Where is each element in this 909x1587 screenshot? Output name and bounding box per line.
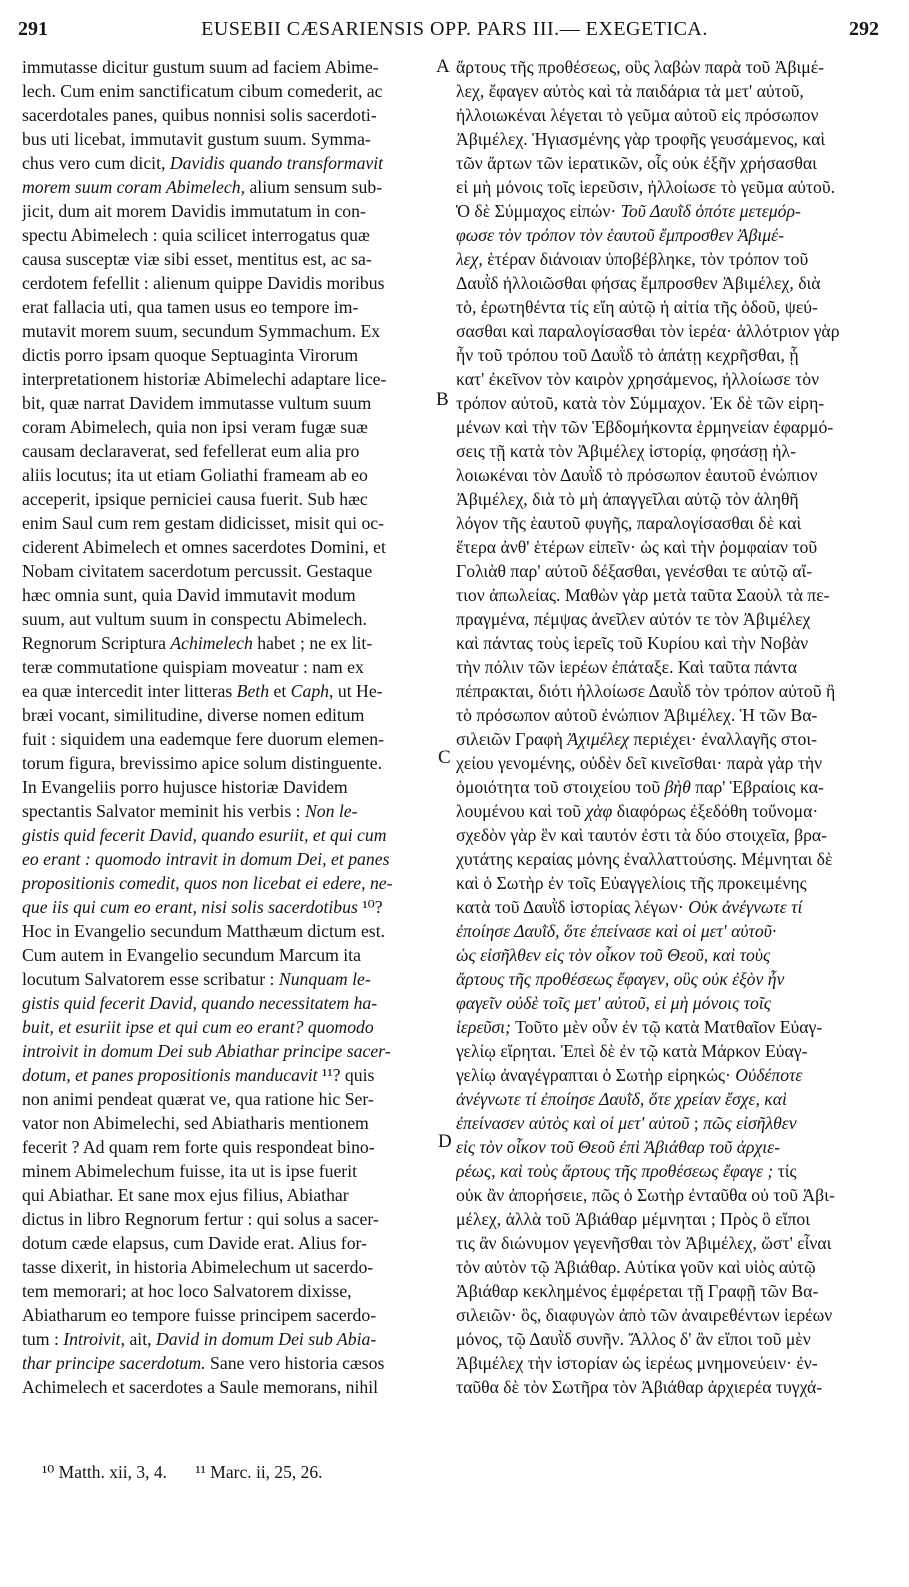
text-line [456, 943, 886, 967]
text-run: dotum cæde elapsus, cum Davide erat. Alius for- [22, 1233, 367, 1253]
text-line [456, 223, 886, 247]
text-line [22, 463, 432, 487]
text-line [22, 1063, 432, 1087]
text-run: ea quæ intercedit inter litteras [22, 681, 237, 701]
text-run: Regnorum Scriptura [22, 633, 171, 653]
text-line [456, 847, 886, 871]
text-line [22, 223, 432, 247]
text-run: τῶν ἄρτων τῶν ἱερατικῶν, οἷς οὐκ ἐξῆν χρήσασθαι [456, 153, 817, 173]
text-line [22, 199, 432, 223]
italic-text: eo erant : quomodo intravit in domum Dei, et panes [22, 849, 390, 869]
text-run: γελίῳ ἀναγέγραπται ὁ Σωτὴρ εἰρηκώς· [456, 1065, 736, 1085]
text-run: σεις τῇ κατὰ τὸν Ἀβιμέλεχ ἱστορίᾳ, φησάσῃ ἠλ- [456, 441, 796, 461]
text-line [22, 1183, 432, 1207]
text-line [456, 1159, 886, 1183]
italic-text: φωσε τὸν τρόπον τὸν ἑαυτοῦ ἔμπροσθεν Ἀβιμέ- [456, 225, 784, 245]
text-line [456, 1015, 886, 1039]
text-run: τις ἂν διώνυμον γεγενῆσθαι τὸν Ἀβιμέλεχ, ὥστ' εἶναι [456, 1233, 832, 1253]
text-line [456, 823, 886, 847]
text-line [22, 919, 432, 943]
text-run: tem memorari; at hoc loco Salvatorem dixisse, [22, 1281, 352, 1301]
italic-text: thar principe sacerdotum. [22, 1353, 206, 1373]
section-marker-d: D [438, 1131, 452, 1152]
italic-text: ἐποίησε Δαυῒδ, ὅτε ἐπείνασε καὶ οἱ μετ' αὐτοῦ· [456, 921, 777, 941]
text-run: jicit, dum ait morem Davidis immutatum in con- [22, 201, 366, 221]
text-line [22, 1159, 432, 1183]
text-line [22, 535, 432, 559]
italic-text: David in domum Dei sub Abia- [155, 1329, 377, 1349]
text-run: ; [689, 1113, 704, 1133]
text-run: κατὰ τοῦ Δαυῒδ ἱστορίας λέγων· [456, 897, 689, 917]
text-run: habet ; ne ex lit- [252, 633, 373, 653]
text-line [22, 1351, 432, 1375]
text-run: κατ' ἐκεῖνον τὸν καιρὸν χρησάμενος, ἠλλοίωσε τὸν [456, 369, 820, 389]
text-run: non animi pendeat quærat ve, qua ratione hic Ser- [22, 1089, 374, 1109]
text-line [456, 1231, 886, 1255]
text-run: cerdotem fefellit : alienum quippe Davidis moribus [22, 273, 385, 293]
text-run: interpretationem historiæ Abimelechi adaptare lice- [22, 369, 387, 389]
text-line [22, 751, 432, 775]
text-line [22, 775, 432, 799]
text-line [456, 79, 886, 103]
text-line [22, 415, 432, 439]
text-line [22, 1255, 432, 1279]
text-line [22, 655, 432, 679]
text-line [22, 1231, 432, 1255]
italic-text: Οὐδέποτε [735, 1065, 803, 1085]
text-run: λεχ, ἔφαγεν αὐτὸς καὶ τὰ παιδάρια τὰ μετ' αὐτοῦ, [456, 81, 804, 101]
text-run: In Evangeliis porro hujusce historiæ Davidem [22, 777, 348, 797]
text-line [22, 439, 432, 463]
italic-text: gistis quid fecerit David, quando necessitatem ha- [22, 993, 378, 1013]
text-line [22, 1087, 432, 1111]
text-run: aliis locutus; ita ut etiam Goliathi frameam ab eo [22, 465, 368, 485]
text-line [456, 103, 886, 127]
text-line [22, 1135, 432, 1159]
text-line [22, 1111, 432, 1135]
text-line [22, 151, 432, 175]
text-run: causa susceptæ viæ sibi esset, mentitus est, ac sa- [22, 249, 372, 269]
running-title: EUSEBII CÆSARIENSIS OPP. PARS III.— EXEGETICA. [201, 18, 708, 40]
text-line [22, 799, 432, 823]
text-line [456, 511, 886, 535]
text-run: sacerdotales panes, quibus nonnisi solis sacerdoti- [22, 105, 377, 125]
text-run: ¹⁰? [357, 897, 383, 917]
text-line [456, 871, 886, 895]
italic-text: πῶς εἰσῆλθεν [703, 1113, 797, 1133]
text-line [22, 79, 432, 103]
italic-text: propositionis comedit, quos non licebat ei edere, ne- [22, 873, 393, 893]
text-run: τὴν πόλιν τῶν ἱερέων ἐπάταξε. Καὶ ταῦτα πάντα [456, 657, 797, 677]
text-line [456, 391, 886, 415]
text-line [22, 823, 432, 847]
text-run: μένων καὶ τὴν τῶν Ἑβδομήκοντα ἑρμηνείαν ἐφαρμό- [456, 417, 834, 437]
text-run: alium sensum sub- [245, 177, 383, 197]
text-line [456, 655, 886, 679]
footnote: ¹⁰ Matth. xii, 3, 4. [42, 1462, 168, 1482]
text-line [456, 1135, 886, 1159]
text-line [22, 175, 432, 199]
text-run: ἑτέραν διάνοιαν ὑποβέβληκε, τὸν τρόπον τοῦ [482, 249, 809, 269]
text-run: dictis porro ipsam quoque Septuaginta Virorum [22, 345, 359, 365]
text-line [22, 1327, 432, 1351]
text-line [456, 679, 886, 703]
text-line [456, 343, 886, 367]
text-run: enim Saul cum rem gestam didicisset, misit qui oc- [22, 513, 385, 533]
text-line [456, 439, 886, 463]
text-run: καὶ ὁ Σωτὴρ ἐν τοῖς Εὐαγγελίοις τῆς προκειμένης [456, 873, 807, 893]
italic-text: ἐπείνασεν αὐτὸς καὶ οἱ μετ' αὐτοῦ [456, 1113, 690, 1133]
text-line [22, 1207, 432, 1231]
text-line [22, 1015, 432, 1039]
italic-text: Introivit [63, 1329, 121, 1349]
text-run: immutasse dicitur gustum suum ad faciem Abime- [22, 57, 379, 77]
text-run: minem Abimelechum fuisse, ita ut is ipse fuerit [22, 1161, 358, 1181]
text-line [456, 1039, 886, 1063]
section-marker-a: A [436, 56, 450, 77]
text-run: ciderent Abimelech et omnes sacerdotes Domini, et [22, 537, 386, 557]
text-run: ταῦθα δὲ τὸν Σωτῆρα τὸν Ἀβιάθαρ ἀρχιερέα τυγχά- [456, 1377, 823, 1397]
text-run: coram Abimelech, quia non ipsi veram fugæ suæ [22, 417, 368, 437]
latin-column [22, 55, 432, 1399]
text-line [456, 1087, 886, 1111]
text-line [456, 535, 886, 559]
italic-text: que iis qui cum eo erant, nisi solis sacerdotibus [22, 897, 358, 917]
text-run: ὁμοιότητα τοῦ στοιχείου τοῦ [456, 777, 665, 797]
text-line [456, 199, 886, 223]
text-line [22, 607, 432, 631]
text-run: γελίῳ εἴρηται. Ἐπεὶ δὲ ἐν τῷ κατὰ Μάρκον Εὐαγ- [456, 1041, 808, 1061]
text-run: Nobam civitatem sacerdotum percussit. Gestaque [22, 561, 373, 581]
text-line [456, 895, 886, 919]
text-run: παρ' Ἑβραίοις κα- [690, 777, 824, 797]
text-run: Cum autem in Evangelio secundum Marcum ita [22, 945, 361, 965]
text-line [22, 511, 432, 535]
text-run: , ait, [120, 1329, 156, 1349]
text-line [456, 367, 886, 391]
text-run: hæc omnia sunt, quia David immutavit modum [22, 585, 356, 605]
text-run: suum, aut vultum suum in conspectu Abimelech. [22, 609, 367, 629]
text-run: καὶ πάντας τοὺς ἱερεῖς τοῦ Κυρίου καὶ τὴν Νοβὰν [456, 633, 809, 653]
text-line [22, 1279, 432, 1303]
text-run: ¹¹? quis [317, 1065, 375, 1085]
text-run: Ἀβιάθαρ κεκλημένος ἐμφέρεται τῇ Γραφῇ τῶν Βα- [456, 1281, 819, 1301]
text-run: Δαυῒδ ἠλλοιῶσθαι φήσας ἔμπροσθεν Ἀβιμέλεχ, διὰ [456, 273, 821, 293]
text-run: τὸ πρόσωπον αὐτοῦ ἐνώπιον Ἀβιμέλεχ. Ἡ τῶν Βα- [456, 705, 818, 725]
text-line [456, 1327, 886, 1351]
text-run: spectu Abimelech : quia scilicet interrogatus quæ [22, 225, 370, 245]
text-line [22, 727, 432, 751]
text-line [456, 487, 886, 511]
text-run: acceperit, ipsique perniciei causa fuerit. Sub hæc [22, 489, 368, 509]
text-line [456, 559, 886, 583]
text-line [456, 607, 886, 631]
text-line [456, 751, 886, 775]
text-line [22, 367, 432, 391]
text-line [456, 799, 886, 823]
footnotes [42, 1462, 347, 1483]
text-line [456, 727, 886, 751]
text-line [456, 1375, 886, 1399]
text-line [22, 1039, 432, 1063]
text-line [22, 895, 432, 919]
text-line [456, 271, 886, 295]
text-line [22, 991, 432, 1015]
text-run: χυτάτης κεραίας μόνης ἐναλλαττούσης. Μέμνηται δὲ [456, 849, 833, 869]
text-line [22, 679, 432, 703]
text-run: Τοῦτο μὲν οὖν ἐν τῷ κατὰ Ματθαῖον Εὐαγ- [511, 1017, 823, 1037]
text-run: τιον ἀπωλείας. Μαθὼν γὰρ μετὰ ταῦτα Σαοὺλ τὰ πε- [456, 585, 830, 605]
text-run: τρόπον αὐτοῦ, κατὰ τὸν Σύμμαχον. Ἐκ δὲ τῶν εἰρη- [456, 393, 825, 413]
text-run: Sane vero historia cæsos [205, 1353, 385, 1373]
text-run: Γολιὰθ παρ' αὐτοῦ δέξασθαι, γενέσθαι τε αὐτῷ αἴ- [456, 561, 813, 581]
italic-text: φαγεῖν οὐδὲ τοῖς μετ' αὐτοῦ, εἰ μὴ μόνοις τοῖς [456, 993, 771, 1013]
italic-text: ἄρτους τῆς προθέσεως ἔφαγεν, οὓς οὐκ ἐξὸν ἦν [456, 969, 785, 989]
text-run: , ut He- [329, 681, 383, 701]
text-line [22, 271, 432, 295]
text-run: lech. Cum enim sanctificatum cibum comederit, ac [22, 81, 383, 101]
text-run: οὐκ ἂν ἀπορήσειε, πῶς ὁ Σωτὴρ ἐνταῦθα οὐ τοῦ Ἀβι- [456, 1185, 835, 1205]
italic-text: Achimelech [170, 633, 253, 653]
text-line [22, 559, 432, 583]
italic-text: βὴθ [664, 777, 691, 797]
text-run: mutavit morem suum, secundum Symmachum. Ex [22, 321, 381, 341]
text-line [22, 319, 432, 343]
text-run: σιλειῶν Γραφὴ [456, 729, 568, 749]
text-line [456, 1063, 886, 1087]
italic-text: Οὐκ ἀνέγνωτε τί [688, 897, 803, 917]
greek-column [456, 55, 886, 1399]
italic-text: λεχ, [456, 249, 483, 269]
text-run: ἠλλοιωκέναι λέγεται τὸ γεῦμα αὐτοῦ εἰς πρόσωπον [456, 105, 819, 125]
text-run: λόγον τῆς ἑαυτοῦ φυγῆς, παραλογίσασθαι δὲ καὶ [456, 513, 802, 533]
text-run: qui Abiathar. Et sane mox ejus filius, Abiathar [22, 1185, 349, 1205]
text-line [456, 703, 886, 727]
text-line [22, 631, 432, 655]
text-run: et [269, 681, 291, 701]
italic-text: Davidis quando transformavit [169, 153, 384, 173]
text-line [456, 1255, 886, 1279]
text-run: torum figura, brevissimo apice solum distinguente. [22, 753, 383, 773]
text-run: bus uti licebat, immutavit gustum suum. Symma- [22, 129, 371, 149]
text-line [22, 703, 432, 727]
text-run: ἕτερα ἀνθ' ἑτέρων εἰπεῖν· ὡς καὶ τὴν ῥομφαίαν τοῦ [456, 537, 818, 557]
text-line [22, 127, 432, 151]
italic-text: Beth [236, 681, 270, 701]
text-line [22, 487, 432, 511]
page-number-left: 291 [18, 18, 48, 40]
text-line [456, 583, 886, 607]
italic-text: εἰς τὸν οἶκον τοῦ Θεοῦ ἐπὶ Ἀβιάθαρ τοῦ ἀρχιε- [456, 1137, 781, 1157]
text-line [22, 1375, 432, 1399]
italic-text: dotum, et panes propositionis manducavit [22, 1065, 318, 1085]
italic-text: ὡς εἰσῆλθεν εἰς τὸν οἶκον τοῦ Θεοῦ, καὶ τοὺς [456, 945, 771, 965]
text-line [456, 919, 886, 943]
text-line [22, 55, 432, 79]
text-line [22, 967, 432, 991]
text-run: σιλειῶν· ὃς, διαφυγὼν ἀπὸ τῶν ἀναιρεθέντων ἱερέων [456, 1305, 833, 1325]
italic-text: Τοῦ Δαυῒδ ὁπότε μετεμόρ- [620, 201, 801, 221]
text-run: Hoc in Evangelio secundum Matthæum dictum est. [22, 921, 386, 941]
text-line [456, 1111, 886, 1135]
text-run: Achimelech et sacerdotes a Saule memorans, nihil [22, 1377, 379, 1397]
text-line [456, 175, 886, 199]
footnote: ¹¹ Marc. ii, 25, 26. [195, 1462, 323, 1482]
italic-text: morem suum coram Abimelech, [22, 177, 246, 197]
text-run: τὸν αὐτὸν τῷ Ἀβιάθαρ. Αὐτίκα γοῦν καὶ υἱὸς αὐτῷ [456, 1257, 816, 1277]
text-run: μέλεχ, ἀλλὰ τοῦ Ἀβιάθαρ μέμνηται ; Πρὸς ὃ εἴποι [456, 1209, 811, 1229]
text-line [456, 55, 886, 79]
text-run: περιέχει· ἐναλλαγῆς στοι- [629, 729, 817, 749]
text-line [456, 1303, 886, 1327]
text-run: τίς [773, 1161, 797, 1181]
text-run: ἦν τοῦ τρόπου τοῦ Δαυῒδ τὸ ἀπάτῃ κεχρῆσθαι, ᾗ [456, 345, 799, 365]
text-run: bit, quæ narrat Davidem immutasse vultum suum [22, 393, 372, 413]
italic-text: introivit in domum Dei sub Abiathar principe sacer- [22, 1041, 391, 1061]
text-line [456, 991, 886, 1015]
text-line [456, 1207, 886, 1231]
text-line [456, 1183, 886, 1207]
italic-text: ρέως, καὶ τοὺς ἄρτους τῆς προθέσεως ἔφαγε ; [456, 1161, 774, 1181]
text-run: Ὁ δὲ Σύμμαχος εἰπών· [456, 201, 621, 221]
italic-text: χὰφ [585, 801, 613, 821]
text-line [22, 247, 432, 271]
text-run: causam declaraverat, sed fefellerat eum alia pro [22, 441, 360, 461]
page-number-right: 292 [849, 18, 879, 40]
italic-text: Nunquam le- [278, 969, 371, 989]
text-run: erat fallacia uti, qua tamen usus eo tempore im- [22, 297, 359, 317]
text-run: πέπρακται, διότι ἠλλοίωσε Δαυῒδ τὸν τρόπον αὐτοῦ ἢ [456, 681, 836, 701]
italic-text: Ἀχιμέλεχ [567, 729, 630, 749]
text-run: τὸ, ἐρωτηθέντα τίς εἴη αὐτῷ ἡ αἰτία τῆς ὁδοῦ, ψεύ- [456, 297, 818, 317]
italic-text: Non le- [304, 801, 358, 821]
text-run: dictus in libro Regnorum fertur : qui solus a sacer- [22, 1209, 379, 1229]
text-run: εἰ μὴ μόνοις τοῖς ἱερεῦσιν, ἠλλοίωσε τὸ γεῦμα αὐτοῦ. [456, 177, 836, 197]
text-run: Ἀβιμέλεχ, διὰ τὸ μὴ ἀπαγγεῖλαι αὐτῷ τὸν ἀληθῆ [456, 489, 799, 509]
text-line [22, 391, 432, 415]
text-line [456, 967, 886, 991]
text-run: σχεδὸν γὰρ ἓν καὶ ταυτόν ἐστι τὰ δύο στοιχεῖα, βρα- [456, 825, 828, 845]
text-line [456, 295, 886, 319]
text-line [22, 343, 432, 367]
text-run: tasse dixerit, in historia Abimelechum ut sacerdo- [22, 1257, 374, 1277]
text-run: teræ commutatione quispiam moveatur : nam ex [22, 657, 364, 677]
section-marker-c: C [438, 747, 451, 768]
text-run: Abiatharum eo tempore fuisse principem sacerdo- [22, 1305, 377, 1325]
text-line [456, 151, 886, 175]
text-run: μόνος, τῷ Δαυῒδ συνῆν. Ἄλλος δ' ἂν εἴποι τοῦ μὲν [456, 1329, 811, 1349]
text-run: locutum Salvatorem esse scribatur : [22, 969, 279, 989]
text-line [456, 1351, 886, 1375]
text-line [456, 463, 886, 487]
italic-text: buit, et esuriit ipse et qui cum eo erant? quomodo [22, 1017, 374, 1037]
text-run: spectantis Salvator meminit his verbis : [22, 801, 305, 821]
text-run: Ἀβιμέλεχ τὴν ἱστορίαν ὡς ἱερέως μνημονεύειν· ἐν- [456, 1353, 818, 1373]
italic-text: gistis quid fecerit David, quando esuriit, et qui cum [22, 825, 387, 845]
section-marker-b: B [436, 389, 449, 410]
text-line [22, 943, 432, 967]
text-run: διαφόρως ἐξεδόθη τοὔνομα· [612, 801, 819, 821]
italic-text: ἱερεῦσι; [456, 1017, 511, 1037]
text-line [22, 847, 432, 871]
text-run: ἄρτους τῆς προθέσεως, οὓς λαβὼν παρὰ τοῦ Ἀβιμέ- [456, 57, 825, 77]
text-line [22, 583, 432, 607]
text-run: vator non Abimelechi, sed Abiatharis mentionem [22, 1113, 369, 1133]
text-line [456, 127, 886, 151]
text-run: χείου γενομένης, οὐδὲν δεῖ κινεῖσθαι· παρὰ γὰρ τὴν [456, 753, 823, 773]
text-line [456, 775, 886, 799]
text-line [22, 871, 432, 895]
text-run: σασθαι καὶ παραλογίσασθαι τὸν ἱερέα· ἀλλότριον γὰρ [456, 321, 840, 341]
text-line [456, 631, 886, 655]
text-line [456, 1279, 886, 1303]
text-run: Ἀβιμέλεχ. Ἡγιασμένης γὰρ τροφῆς γευσάμενος, καὶ [456, 129, 826, 149]
text-run: fuit : siquidem una eademque fere duorum elemen- [22, 729, 384, 749]
text-run: λοιωκέναι τὸν Δαυῒδ τὸ πρόσωπον ἑαυτοῦ ἐνώπιον [456, 465, 818, 485]
text-line [22, 103, 432, 127]
text-line [456, 319, 886, 343]
italic-text: ἀνέγνωτε τί ἐποίησε Δαυῒδ, ὅτε χρείαν ἔσχε, καὶ [456, 1089, 787, 1109]
text-line [22, 295, 432, 319]
text-run: chus vero cum dicit, [22, 153, 170, 173]
text-run: bræi vocant, similitudine, diverse nomen editum [22, 705, 365, 725]
text-run: fecerit ? Ad quam rem forte quis respondeat bino- [22, 1137, 375, 1157]
text-line [456, 247, 886, 271]
text-run: tum : [22, 1329, 64, 1349]
text-run: λουμένου καὶ τοῦ [456, 801, 586, 821]
text-line [456, 415, 886, 439]
italic-text: Caph [290, 681, 330, 701]
text-line [22, 1303, 432, 1327]
text-run: πραγμένα, πέμψας ἀνεῖλεν αὐτόν τε τὸν Ἀβιμέλεχ [456, 609, 811, 629]
